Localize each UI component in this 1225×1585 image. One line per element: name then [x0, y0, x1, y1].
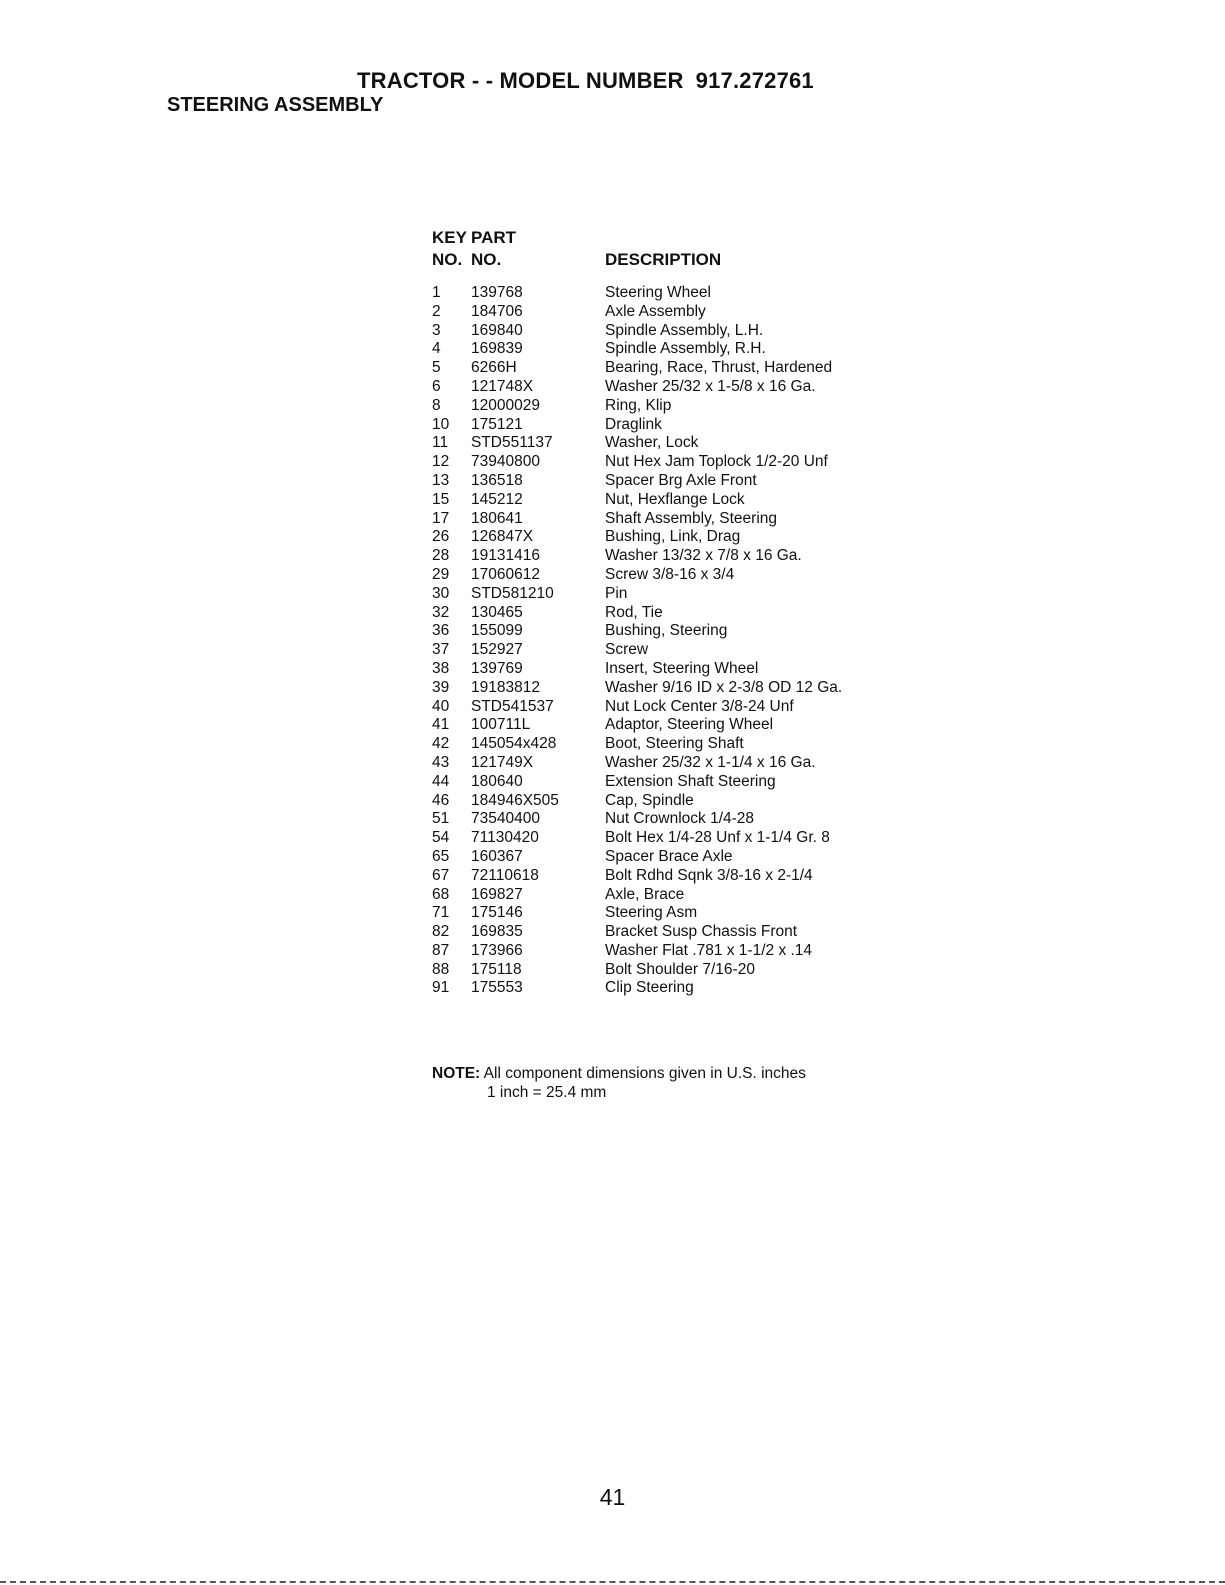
key-no: 13	[432, 471, 450, 489]
description: Screw	[605, 641, 649, 659]
description: Steering Wheel	[605, 284, 711, 301]
key-no: 65	[432, 847, 450, 865]
description: Washer 25/32 x 1-5/8 x 16 Ga.	[605, 377, 816, 395]
part-no: 145054x428	[471, 735, 557, 753]
part-no: 175553	[471, 979, 523, 997]
description: Insert, Steering Wheel	[605, 659, 759, 677]
description: Washer, Lock	[605, 434, 699, 452]
description: Bearing, Race, Thrust, Hardened	[605, 359, 833, 377]
part-no: 139768	[471, 284, 523, 301]
key-no: 43	[432, 753, 450, 771]
description: Nut Lock Center 3/8-24 Unf	[605, 697, 794, 715]
part-no: 169827	[471, 885, 523, 903]
description: Axle Assembly	[605, 302, 706, 320]
part-no: 180641	[471, 509, 523, 527]
description: Nut Hex Jam Toplock 1/2-20 Unf	[605, 453, 828, 471]
part-no: 155099	[471, 622, 523, 640]
description: Boot, Steering Shaft	[605, 735, 744, 753]
title-text: TRACTOR - - MODEL NUMBER	[357, 68, 684, 93]
key-no: 6	[432, 377, 441, 395]
description: Pin	[605, 584, 628, 602]
note-line2: 1 inch = 25.4 mm	[487, 1084, 607, 1101]
description: Washer 25/32 x 1-1/4 x 16 Ga.	[605, 753, 816, 771]
part-no: 121748X	[471, 377, 534, 395]
key-no: 29	[432, 565, 450, 583]
description: Bolt Hex 1/4-28 Unf x 1-1/4 Gr. 8	[605, 829, 830, 847]
key-no: 39	[432, 678, 450, 696]
description: Shaft Assembly, Steering	[605, 509, 778, 527]
description: Bolt Rdhd Sqnk 3/8-16 x 2-1/4	[605, 866, 813, 884]
description: Washer 13/32 x 7/8 x 16 Ga.	[605, 547, 802, 565]
page-number: 41	[599, 1484, 626, 1510]
part-no: 19183812	[471, 678, 540, 696]
key-no: 8	[432, 396, 441, 414]
part-no: 6266H	[471, 359, 517, 377]
note-text: All component dimensions given in U.S. inches	[483, 1065, 806, 1082]
key-no: 28	[432, 547, 450, 565]
part-no: 169839	[471, 340, 523, 358]
part-no: STD541537	[471, 697, 554, 715]
key-no: 10	[432, 415, 450, 433]
key-no: 30	[432, 584, 450, 602]
key-no: 26	[432, 528, 450, 546]
key-no: 17	[432, 509, 450, 527]
part-no: 71130420	[471, 829, 539, 847]
description: Cap, Spindle	[605, 791, 694, 809]
header-part-line1: PART	[471, 228, 517, 247]
note-label: NOTE:	[432, 1065, 481, 1082]
key-no: 5	[432, 359, 441, 377]
description: Nut, Hexflange Lock	[605, 490, 745, 508]
part-no: 152927	[471, 641, 523, 659]
part-no: 121749X	[471, 753, 534, 771]
header-part-line2: NO.	[471, 250, 502, 269]
part-no: 173966	[471, 941, 523, 959]
description: Bushing, Link, Drag	[605, 528, 741, 546]
description: Steering Asm	[605, 904, 698, 922]
header-key-line1: KEY	[432, 228, 467, 247]
key-no: 44	[432, 772, 450, 790]
key-no: 42	[432, 735, 450, 753]
description: Spacer Brg Axle Front	[605, 471, 757, 489]
header-key-line2: NO.	[432, 250, 463, 269]
description: Draglink	[605, 415, 662, 433]
part-no: 130465	[471, 603, 523, 621]
description: Rod, Tie	[605, 603, 663, 621]
part-no: 12000029	[471, 396, 540, 414]
part-no: 175121	[471, 415, 523, 433]
key-no: 51	[432, 810, 450, 828]
part-no: 73540400	[471, 810, 540, 828]
description: Bolt Shoulder 7/16-20	[605, 960, 755, 978]
key-no: 1	[432, 284, 441, 301]
part-no: 160367	[471, 847, 523, 865]
key-no: 37	[432, 641, 450, 659]
key-no: 38	[432, 659, 450, 677]
key-no: 32	[432, 603, 450, 621]
note-line1	[432, 1064, 806, 1083]
description: Bracket Susp Chassis Front	[605, 923, 798, 941]
part-no: 126847X	[471, 528, 534, 546]
key-no: 88	[432, 960, 450, 978]
part-no: 169840	[471, 321, 523, 339]
part-no: 19131416	[471, 547, 540, 565]
key-no: 87	[432, 941, 450, 959]
page-title	[357, 68, 814, 94]
key-no: 71	[432, 904, 450, 922]
key-no: 46	[432, 791, 450, 809]
key-no: 12	[432, 453, 450, 471]
part-no: 72110618	[471, 866, 539, 884]
key-no: 82	[432, 923, 450, 941]
key-no: 2	[432, 302, 441, 320]
part-no: 145212	[471, 490, 523, 508]
part-no: 139769	[471, 659, 523, 677]
key-no: 15	[432, 490, 450, 508]
description: Nut Crownlock 1/4-28	[605, 810, 755, 828]
description: Washer Flat .781 x 1-1/2 x .14	[605, 941, 813, 959]
description: Spacer Brace Axle	[605, 847, 733, 865]
key-no: 40	[432, 697, 450, 715]
part-no: STD581210	[471, 584, 554, 602]
key-no: 67	[432, 866, 450, 884]
note	[432, 1064, 806, 1102]
key-no: 4	[432, 340, 441, 358]
part-no: 175118	[471, 960, 522, 978]
description: Bushing, Steering	[605, 622, 728, 640]
key-no: 54	[432, 829, 450, 847]
key-no: 91	[432, 979, 450, 997]
key-no: 68	[432, 885, 450, 903]
description: Axle, Brace	[605, 885, 685, 903]
description: Spindle Assembly, R.H.	[605, 340, 766, 358]
description: Clip Steering	[605, 979, 694, 997]
part-no: 180640	[471, 772, 523, 790]
header-description: DESCRIPTION	[605, 250, 722, 269]
description: Screw 3/8-16 x 3/4	[605, 565, 735, 583]
description: Adaptor, Steering Wheel	[605, 716, 774, 734]
key-no: 41	[432, 716, 450, 734]
part-no: 100711L	[471, 716, 531, 734]
description: Washer 9/16 ID x 2-3/8 OD 12 Ga.	[605, 678, 843, 696]
part-no: 73940800	[471, 453, 540, 471]
bottom-border	[0, 1581, 1225, 1583]
part-no: 169835	[471, 923, 523, 941]
part-no: 175146	[471, 904, 523, 922]
description: Ring, Klip	[605, 396, 672, 414]
key-no: 3	[432, 321, 441, 339]
key-no: 36	[432, 622, 450, 640]
key-no: 11	[432, 434, 449, 452]
model-number: 917.272761	[695, 68, 814, 93]
section-subtitle: STEERING ASSEMBLY	[167, 94, 384, 116]
description: Spindle Assembly, L.H.	[605, 321, 764, 339]
part-no: 17060612	[471, 565, 540, 583]
part-no: STD551137	[471, 434, 553, 452]
part-no: 184706	[471, 302, 523, 320]
part-no: 136518	[471, 471, 523, 489]
description: Extension Shaft Steering	[605, 772, 776, 790]
part-no: 184946X505	[471, 791, 559, 809]
